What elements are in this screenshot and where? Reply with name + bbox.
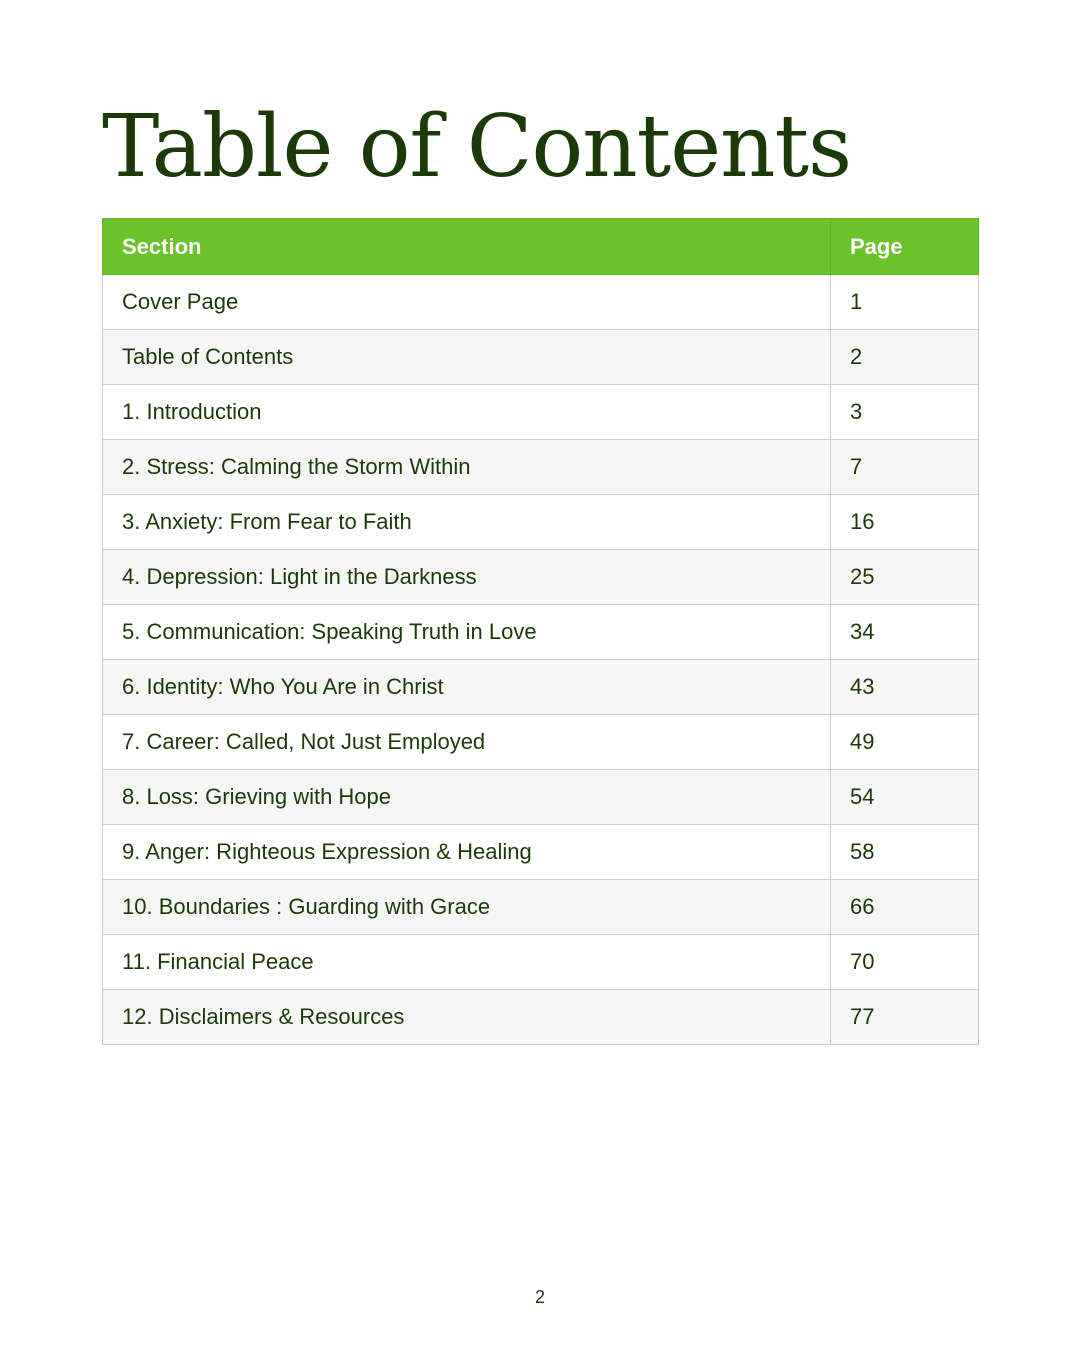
section-cell: 9. Anger: Righteous Expression & Healing [103, 825, 831, 880]
page-cell: 49 [831, 715, 979, 770]
table-row [103, 935, 979, 990]
page-cell: 7 [831, 440, 979, 495]
page-cell: 77 [831, 990, 979, 1045]
table-row [103, 880, 979, 935]
page-cell: 66 [831, 880, 979, 935]
page-column-header: Page [831, 219, 979, 275]
section-cell: 11. Financial Peace [103, 935, 831, 990]
page-cell: 2 [831, 330, 979, 385]
table-row [103, 715, 979, 770]
table-row [103, 550, 979, 605]
section-cell: 7. Career: Called, Not Just Employed [103, 715, 831, 770]
section-cell: 12. Disclaimers & Resources [103, 990, 831, 1045]
page-number: 2 [534, 1287, 545, 1307]
section-cell: Table of Contents [103, 330, 831, 385]
page-cell: 25 [831, 550, 979, 605]
page-title: Table of Contents [102, 97, 852, 197]
section-cell: 5. Communication: Speaking Truth in Love [103, 605, 831, 660]
table-row [103, 825, 979, 880]
toc-table [102, 218, 979, 1045]
page-cell: 34 [831, 605, 979, 660]
section-cell: 2. Stress: Calming the Storm Within [103, 440, 831, 495]
section-cell: 6. Identity: Who You Are in Christ [103, 660, 831, 715]
page-cell: 54 [831, 770, 979, 825]
table-header-row [103, 219, 979, 275]
table-row [103, 440, 979, 495]
table-row [103, 605, 979, 660]
page-cell: 3 [831, 385, 979, 440]
table-row [103, 660, 979, 715]
section-column-header: Section [103, 219, 831, 275]
page-cell: 70 [831, 935, 979, 990]
section-cell: 4. Depression: Light in the Darkness [103, 550, 831, 605]
section-cell: 3. Anxiety: From Fear to Faith [103, 495, 831, 550]
table-row [103, 330, 979, 385]
table-row [103, 275, 979, 330]
page-cell: 16 [831, 495, 979, 550]
page-cell: 43 [831, 660, 979, 715]
table-row [103, 495, 979, 550]
table-row [103, 770, 979, 825]
table-row [103, 990, 979, 1045]
table-row [103, 385, 979, 440]
section-cell: Cover Page [103, 275, 831, 330]
page-cell: 1 [831, 275, 979, 330]
page-cell: 58 [831, 825, 979, 880]
section-cell: 10. Boundaries : Guarding with Grace [103, 880, 831, 935]
section-cell: 1. Introduction [103, 385, 831, 440]
section-cell: 8. Loss: Grieving with Hope [103, 770, 831, 825]
